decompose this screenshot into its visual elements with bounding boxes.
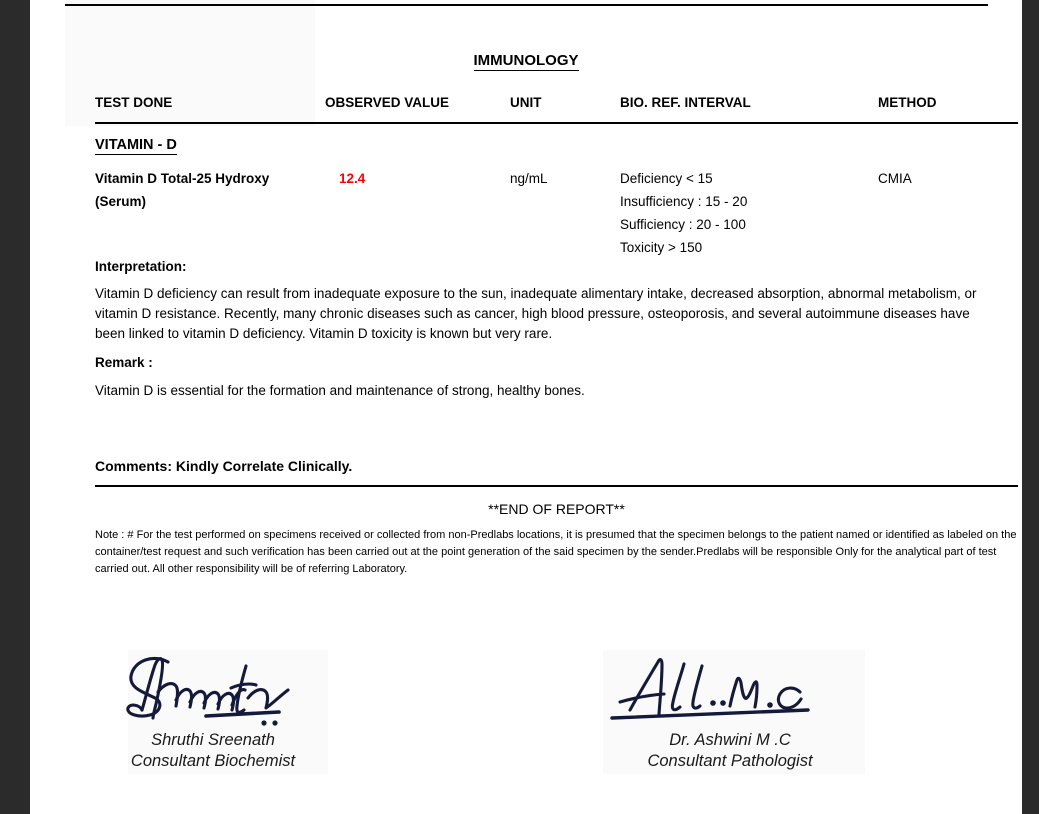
report-page bbox=[30, 0, 1022, 814]
handwritten-signature-icon bbox=[98, 648, 328, 730]
table-row-bio-ref-interval bbox=[620, 167, 747, 259]
test-group-heading-text: VITAMIN - D bbox=[95, 137, 177, 153]
column-header-method: METHOD bbox=[878, 95, 937, 110]
bio-ref-line: Toxicity > 150 bbox=[620, 240, 703, 255]
interpretation-text: Vitamin D deficiency can result from inadequate exposure to the sun, inadequate alimentary intake, decreased absorption, abnormal metabolism, or vitamin D resistance. Recently, many chronic diseases such as cancer, high blood pressure, osteoporosis, and several autoimmune diseases have been linked to vitamin D deficiency. Vitamin D toxicity is known but very rare. bbox=[95, 286, 977, 341]
section-title-text: IMMUNOLOGY bbox=[473, 52, 579, 69]
bio-ref-line: Insufficiency : 15 - 20 bbox=[620, 194, 748, 209]
end-of-report-text: **END OF REPORT** bbox=[488, 501, 625, 517]
handwritten-signature-icon bbox=[590, 648, 870, 730]
table-row-test-name: Vitamin D Total-25 Hydroxy (Serum) bbox=[95, 171, 270, 209]
table-row-observed-value: 12.4 bbox=[339, 171, 366, 186]
column-header-unit: UNIT bbox=[510, 95, 542, 110]
bio-ref-line: Sufficiency : 20 - 100 bbox=[620, 217, 746, 232]
bio-ref-line: Deficiency < 15 bbox=[620, 171, 713, 186]
column-header-bio-ref-interval: BIO. REF. INTERVAL bbox=[620, 95, 751, 110]
table-row-method: CMIA bbox=[878, 171, 912, 186]
signature-block-pathologist bbox=[590, 648, 870, 772]
test-group-heading bbox=[95, 137, 177, 153]
remark-text: Vitamin D is essential for the formation and maintenance of strong, healthy bones. bbox=[95, 383, 585, 398]
signature-block-biochemist bbox=[98, 648, 328, 772]
remark-label: Remark : bbox=[95, 355, 153, 370]
table-header-divider bbox=[95, 122, 1018, 124]
interpretation-label: Interpretation: bbox=[95, 259, 187, 274]
column-header-observed-value: OBSERVED VALUE bbox=[325, 95, 450, 110]
comments-line: Comments: Kindly Correlate Clinically. bbox=[95, 458, 353, 474]
signature-name: Dr. Ashwini M .C bbox=[669, 731, 791, 749]
disclaimer-note: Note : # For the test performed on specimens received or collected from non-Predlabs locations, it is presumed that the specimen belongs to the patient named or identified as labeled on the container/test request and such verification has been carried out at the point generation of the said specimen by the sender.Predlabs will be responsible Only for the analytical part of test carried out. All other responsibility will be of referring Laboratory. bbox=[95, 529, 1017, 575]
column-header-test-done: TEST DONE bbox=[95, 95, 173, 110]
signature-name: Shruthi Sreenath bbox=[151, 731, 275, 749]
header-divider bbox=[65, 4, 988, 6]
section-title bbox=[30, 52, 1022, 69]
signature-designation: Consultant Pathologist bbox=[647, 752, 813, 770]
signature-designation: Consultant Biochemist bbox=[130, 752, 296, 770]
footer-divider bbox=[95, 485, 1018, 487]
table-row-unit: ng/mL bbox=[510, 171, 548, 186]
